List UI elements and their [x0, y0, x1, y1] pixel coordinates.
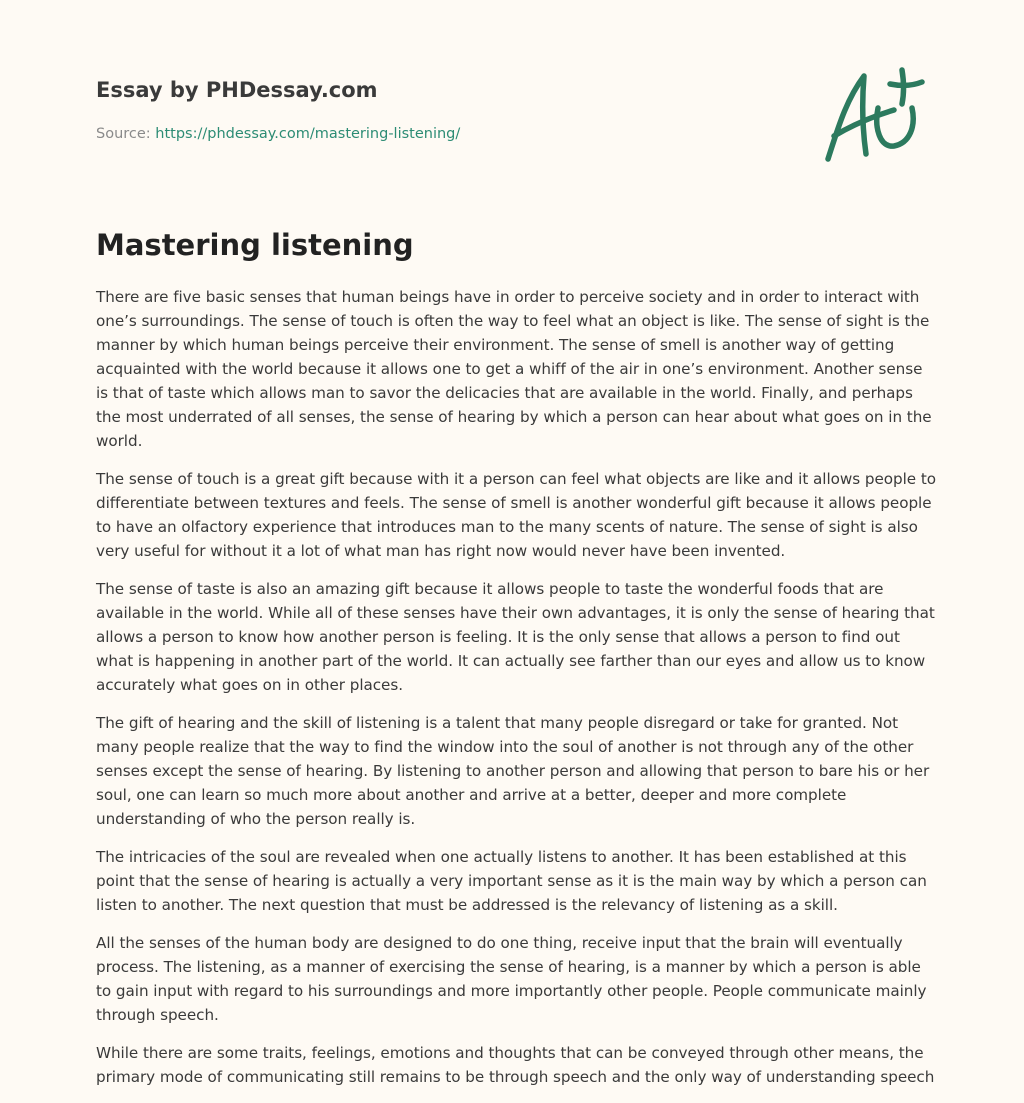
paragraph: The sense of touch is a great gift because with it a person can feel what objects are like and it allows people to differentiate between textures and feels. The sense of smell is another wonderful gift because it allows people to have an olfactory experience that introduces man to the many scents of nature. The sense of sight is also very useful for without it a lot of what man has right now would never have been invented. — [96, 470, 936, 560]
essay-body — [96, 285, 936, 1103]
essay-title: Mastering listening — [96, 228, 414, 262]
paragraph: While there are some traits, feelings, emotions and thoughts that can be conveyed through other means, the primary mode of communicating still remains to be through speech and the only way of understanding speech — [96, 1044, 935, 1086]
a-plus-icon — [818, 66, 930, 166]
paragraph: The intricacies of the soul are revealed when one actually listens to another. It has been established at this point that the sense of hearing is actually a very important sense as it is the main way by which a person can listen to another. The next question that must be addressed is the relevancy of listening as a skill. — [96, 848, 927, 914]
essay-header — [96, 76, 928, 144]
brand-title: Essay by PHDessay.com — [96, 78, 378, 102]
source-line — [96, 124, 928, 144]
paragraph: All the senses of the human body are designed to do one thing, receive input that the brain will eventually process. The listening, as a manner of exercising the sense of hearing, is a manner by which a person is able to gain input with regard to his surroundings and more importantly other people. People communicate mainly through speech. — [96, 934, 927, 1024]
paragraph: There are five basic senses that human beings have in order to perceive society and in order to interact with one’s surroundings. The sense of touch is often the way to feel what an object is like. The sense of sight is the manner by which human beings perceive their environment. The sense of smell is another way of getting acquainted with the world because it allows one to get a whiff of the air in one’s environment. Another sense is that of taste which allows man to savor the delicacies that are available in the world. Finally, and perhaps the most underrated of all senses, the sense of hearing by which a person can hear about what goes on in the world. — [96, 288, 932, 450]
source-label: Source: — [96, 126, 151, 142]
paragraph: The gift of hearing and the skill of listening is a talent that many people disregard or take for granted. Not many people realize that the way to find the window into the soul of another is not through any of the other senses except the sense of hearing. By listening to another person and allowing that person to bare his or her soul, one can learn so much more about another and arrive at a better, deeper and more complete understanding of who the person really is. — [96, 714, 930, 828]
paragraph: The sense of taste is also an amazing gift because it allows people to taste the wonderful foods that are available in the world. While all of these senses have their own advantages, it is only the sense of hearing that allows a person to know how another person is feeling. It is the only sense that allows a person to find out what is happening in another part of the world. It can actually see farther than our eyes and allow us to know accurately what goes on in other places. — [96, 580, 935, 694]
source-link[interactable]: https://phdessay.com/mastering-listening/ — [155, 126, 461, 142]
